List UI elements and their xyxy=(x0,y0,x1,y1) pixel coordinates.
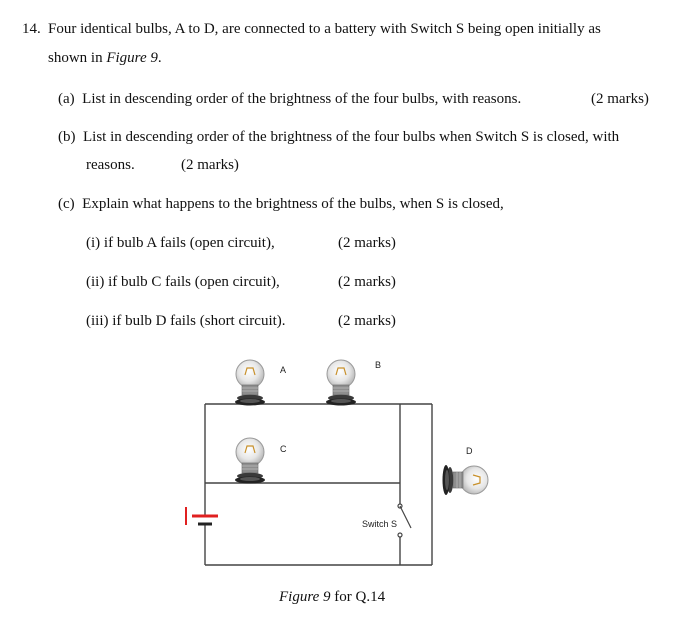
question-line-1: Four identical bulbs, A to D, are connected to a battery with Switch S being open initially as xyxy=(48,21,601,37)
switch-label: Switch S xyxy=(362,519,398,529)
bulb-a-label: A xyxy=(280,365,287,375)
bulb-c-icon xyxy=(235,438,265,484)
figure-reference: Figure 9 xyxy=(106,50,158,66)
question-line-2-suffix: . xyxy=(157,50,162,66)
bulb-d-icon xyxy=(443,465,489,495)
part-a-marks: (2 marks) xyxy=(591,91,649,107)
part-c-text: Explain what happens to the brightness of the bulbs, when S is closed, xyxy=(82,196,504,212)
battery xyxy=(186,507,218,525)
subpart-i: (i) if bulb A fails (open circuit), xyxy=(86,235,275,251)
question-line-2-prefix: shown in xyxy=(48,50,107,66)
subpart-iii-marks: (2 marks) xyxy=(338,313,396,329)
part-a-text: List in descending order of the brightness of the four bulbs, with reasons. xyxy=(82,91,522,107)
part-c-label: (c) xyxy=(58,196,75,212)
subpart-ii: (ii) if bulb C fails (open circuit), xyxy=(86,274,280,290)
wires xyxy=(205,404,432,565)
part-b-marks: (2 marks) xyxy=(181,157,239,173)
figure-caption-fig: Figure 9 xyxy=(279,589,331,605)
figure-caption-rest: for Q.14 xyxy=(330,589,386,605)
part-b-label: (b) xyxy=(58,129,76,145)
subpart-i-marks: (2 marks) xyxy=(338,235,396,251)
bulb-b-icon xyxy=(326,360,356,406)
figure-caption xyxy=(279,588,385,606)
subpart-ii-marks: (2 marks) xyxy=(338,274,396,290)
part-b-cont: reasons. xyxy=(86,157,135,173)
bulb-d-label: D xyxy=(466,446,473,456)
part-b-text: List in descending order of the brightness of the four bulbs when Switch S is closed, with xyxy=(83,129,620,145)
bulb-b-label: B xyxy=(375,360,382,370)
bulb-c-label: C xyxy=(280,444,287,454)
part-a-label: (a) xyxy=(58,91,75,107)
bulb-a-icon xyxy=(235,360,265,406)
switch-s xyxy=(398,504,411,537)
question-number: 14. xyxy=(22,21,41,37)
subpart-iii: (iii) if bulb D fails (short circuit). xyxy=(86,313,286,329)
